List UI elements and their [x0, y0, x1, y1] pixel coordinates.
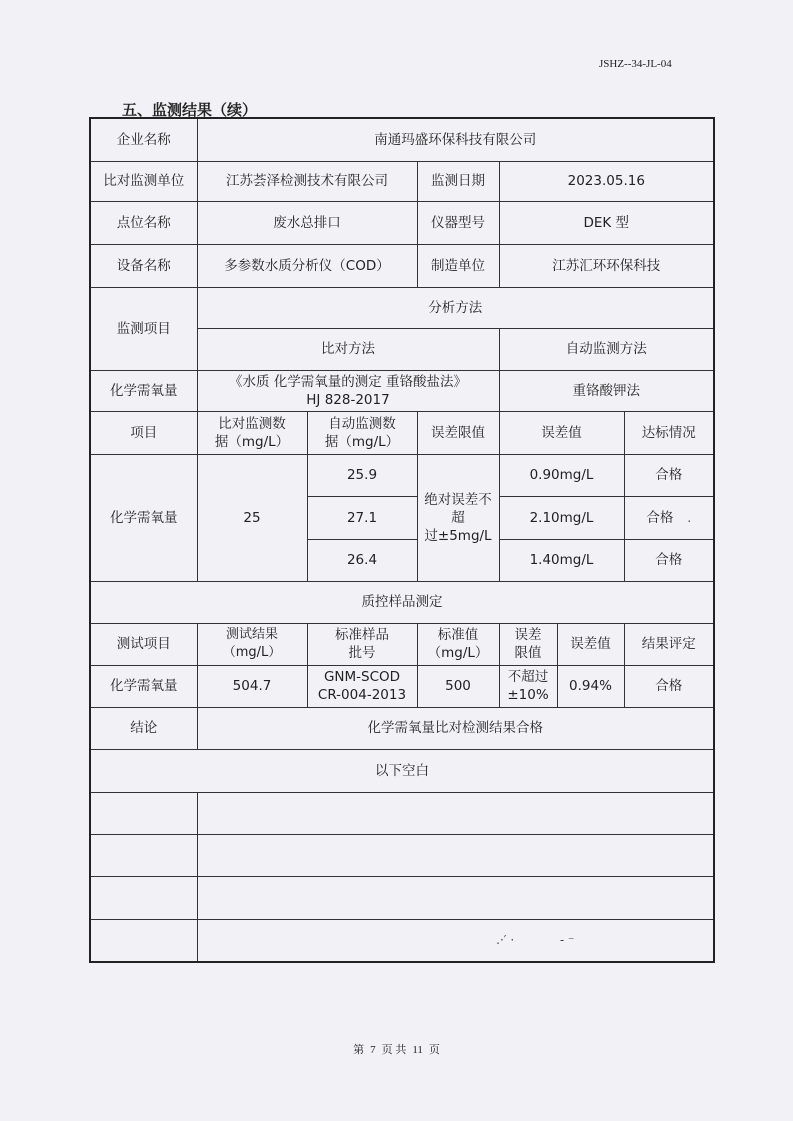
instrument-model-value: DEK 型	[499, 201, 714, 244]
monitor-date-label: 监测日期	[417, 161, 499, 201]
manufacturer-label: 制造单位	[417, 244, 499, 287]
unit-row	[90, 161, 714, 201]
conclusion-row	[90, 707, 714, 749]
result-row	[90, 454, 714, 496]
compare-method-line1: 《水质 化学需氧量的测定 重铬酸盐法》	[228, 373, 468, 390]
monitor-item-label: 监测项目	[90, 287, 197, 370]
section-title: 五、监测结果（续）	[122, 101, 258, 119]
footer-prefix: 第	[353, 1044, 365, 1056]
qc-header-limit-l2: 限值	[514, 645, 542, 661]
footer-suffix: 页	[428, 1044, 440, 1056]
qc-error: 0.94%	[557, 665, 624, 707]
empty-cell	[197, 876, 714, 919]
qc-header-eval: 结果评定	[624, 623, 714, 665]
empty-row	[90, 919, 714, 962]
qc-title-row	[90, 581, 714, 623]
result-error-value: 0.90mg/L	[499, 454, 624, 496]
result-limit-l2: 过±5mg/L	[424, 527, 492, 544]
analysis-method-row	[90, 287, 714, 328]
qc-header-limit-l1: 误差	[514, 627, 542, 643]
result-item: 化学需氧量	[90, 454, 197, 581]
method-value-row	[90, 370, 714, 411]
footer-mid: 页 共	[381, 1044, 407, 1056]
qc-header-batch	[307, 623, 417, 665]
empty-row	[90, 834, 714, 876]
method-item: 化学需氧量	[90, 370, 197, 411]
empty-cell	[197, 919, 714, 962]
qc-header-batch-l2: 批号	[348, 645, 376, 661]
compare-method-line2: HJ 828-2017	[306, 391, 390, 408]
result-auto-value: 25.9	[307, 454, 417, 496]
analysis-method-label: 分析方法	[197, 287, 714, 328]
result-compare-value: 25	[197, 454, 307, 581]
result-auto-value: 26.4	[307, 539, 417, 581]
qc-header-item: 测试项目	[90, 623, 197, 665]
qc-std: 500	[417, 665, 499, 707]
qc-header-result-l2: （mg/L）	[222, 645, 282, 660]
company-value: 南通玛盛环保科技有限公司	[197, 118, 714, 161]
qc-header-std	[417, 623, 499, 665]
result-header-limit: 误差限值	[417, 411, 499, 454]
empty-cell	[90, 792, 197, 834]
qc-batch-l2: CR-004-2013	[317, 687, 407, 703]
auto-method-value: 重铬酸钾法	[499, 370, 714, 411]
qc-item: 化学需氧量	[90, 665, 197, 707]
qc-limit-l2: ±10%	[507, 687, 549, 703]
qc-limit-l1: 不超过	[507, 669, 549, 685]
equipment-label: 设备名称	[90, 244, 197, 287]
document-code: JSHZ--34-JL-04	[599, 58, 672, 70]
empty-row	[90, 876, 714, 919]
qc-title: 质控样品测定	[90, 581, 714, 623]
point-value: 废水总排口	[197, 201, 417, 244]
qc-limit	[499, 665, 557, 707]
empty-cell	[197, 834, 714, 876]
results-table	[89, 117, 715, 963]
qc-eval: 合格	[624, 665, 714, 707]
company-row	[90, 118, 714, 161]
qc-header-result-l1: 测试结果	[225, 627, 278, 642]
compare-method-value	[197, 370, 499, 411]
auto-method-label: 自动监测方法	[499, 328, 714, 370]
stray-dot-mark: .	[687, 510, 692, 525]
result-auto-value: 27.1	[307, 496, 417, 539]
qc-batch	[307, 665, 417, 707]
result-header-status: 达标情况	[624, 411, 714, 454]
result-header-error: 误差值	[499, 411, 624, 454]
empty-cell	[90, 876, 197, 919]
compare-unit-value: 江苏荟泽检测技术有限公司	[197, 161, 417, 201]
equipment-value: 多参数水质分析仪（COD）	[197, 244, 417, 287]
instrument-model-label: 仪器型号	[417, 201, 499, 244]
qc-row	[90, 665, 714, 707]
result-header-auto	[307, 411, 417, 454]
result-limit	[417, 454, 499, 581]
page-footer	[0, 1041, 793, 1057]
qc-header-error: 误差值	[557, 623, 624, 665]
result-status	[624, 496, 714, 539]
result-header-auto-l2: 据（mg/L）	[324, 433, 400, 450]
empty-cell	[90, 919, 197, 962]
point-row	[90, 201, 714, 244]
result-error-value: 2.10mg/L	[499, 496, 624, 539]
result-error-value: 1.40mg/L	[499, 539, 624, 581]
qc-header-row	[90, 623, 714, 665]
empty-cell	[90, 834, 197, 876]
empty-row	[90, 792, 714, 834]
result-header-compare	[197, 411, 307, 454]
compare-unit-label: 比对监测单位	[90, 161, 197, 201]
company-label: 企业名称	[90, 118, 197, 161]
result-status: 合格	[624, 454, 714, 496]
qc-header-std-l1: 标准值	[437, 627, 479, 643]
blank-note: 以下空白	[90, 749, 714, 792]
stray-marks: .·′ · ‐ ⁻	[496, 933, 575, 948]
equipment-row	[90, 244, 714, 287]
result-limit-l1: 绝对误差不超	[424, 491, 492, 526]
blank-note-row	[90, 749, 714, 792]
manufacturer-value: 江苏汇环环保科技	[499, 244, 714, 287]
result-header-row	[90, 411, 714, 454]
qc-header-limit	[499, 623, 557, 665]
qc-header-result	[197, 623, 307, 665]
result-header-compare-l2: 据（mg/L）	[214, 433, 290, 450]
empty-cell	[197, 792, 714, 834]
result-status-text: 合格	[646, 509, 674, 526]
compare-method-label: 比对方法	[197, 328, 499, 370]
qc-header-std-l2: （mg/L）	[427, 645, 489, 661]
qc-header-batch-l1: 标准样品	[335, 627, 389, 643]
result-header-compare-l1: 比对监测数	[218, 415, 286, 432]
conclusion-label: 结论	[90, 707, 197, 749]
result-status: 合格	[624, 539, 714, 581]
footer-page: 7	[370, 1044, 376, 1056]
footer-total: 11	[412, 1044, 423, 1056]
result-header-auto-l1: 自动监测数	[328, 415, 396, 432]
qc-result: 504.7	[197, 665, 307, 707]
monitor-date-value: 2023.05.16	[499, 161, 714, 201]
qc-batch-l1: GNM-SCOD	[323, 669, 401, 685]
result-header-item: 项目	[90, 411, 197, 454]
point-label: 点位名称	[90, 201, 197, 244]
conclusion-value: 化学需氧量比对检测结果合格	[197, 707, 714, 749]
